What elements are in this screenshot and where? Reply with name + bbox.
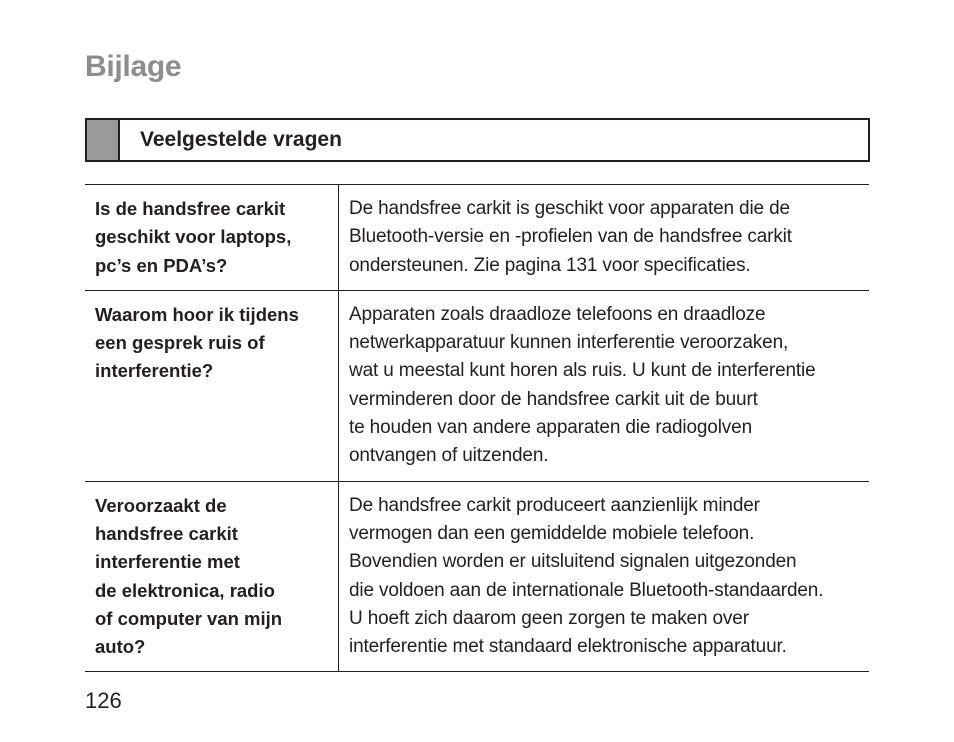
faq-answer: Apparaten zoals draadloze telefoons en draadloze netwerkapparatuur kunnen interferentie veroorzaken, wat u meestal kunt horen als ruis. U kunt de interferentie verminderen door de handsfree carkit uit de buurt te houden van andere apparaten die radiogolven ontvangen of uitzenden. [349,303,816,467]
section-title: Veelgestelde vragen [140,128,342,151]
section-marker [87,120,120,160]
faq-row [85,185,869,291]
page-number: 126 [85,688,122,713]
faq-answer: De handsfree carkit produceert aanzienlijk minder vermogen dan een gemiddelde mobiele telefoon. Bovendien worden er uitsluitend signalen uitgezonden die voldoen aan de internationale Bluetooth-standaarden. U hoeft zich daarom geen zorgen te maken over interferentie met standaard elektronische apparatuur. [349,494,824,658]
faq-row [85,481,869,672]
section-header [85,118,870,162]
faq-question: Waarom hoor ik tijdens een gesprek ruis of interferentie? [85,290,339,481]
faq-question: Veroorzaakt de handsfree carkit interferentie met de elektronica, radio of computer van mijn auto? [85,481,339,672]
chapter-title: Bijlage [85,50,182,83]
faq-question: Is de handsfree carkit geschikt voor laptops, pc’s en PDA’s? [85,185,339,291]
faq-row [85,290,869,481]
faq-table [85,184,869,672]
faq-answer: De handsfree carkit is geschikt voor apparaten die de Bluetooth-versie en -profielen van de handsfree carkit ondersteunen. Zie pagina 131 voor specificaties. [349,198,792,276]
